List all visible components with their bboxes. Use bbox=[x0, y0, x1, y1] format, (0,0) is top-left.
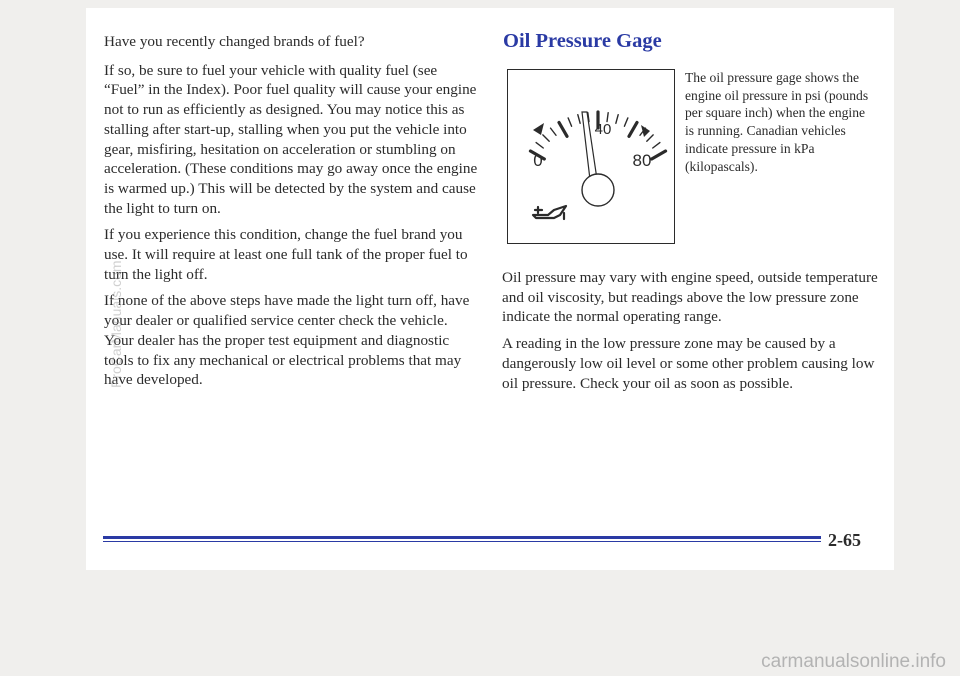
gauge-tick bbox=[647, 135, 653, 141]
oil-can-icon bbox=[533, 206, 566, 219]
paragraph: If so, be sure to fuel your vehicle with quality fuel (see “Fuel” in the Index). Poor fuel quality will cause your engine not to run as efficiently as designed. You may notice this as stalling after start-up, stalling when you put the vehicle into gear, misfiring, hesitation on acceleration or stumbling on acceleration. (These conditions may go away once the engine is warmed up.) This will be detected by the system and cause the light to turn on. bbox=[104, 61, 478, 217]
gauge-tick bbox=[568, 118, 571, 126]
footer-rule-thick bbox=[103, 536, 821, 539]
gauge-tick bbox=[653, 143, 660, 148]
watermark: ProCarManuals.com bbox=[108, 260, 124, 388]
gauge-drawing bbox=[508, 70, 673, 242]
page-number: 2-65 bbox=[828, 530, 861, 550]
gauge-tick bbox=[624, 118, 627, 126]
gauge-hub bbox=[582, 174, 614, 206]
section-heading: Oil Pressure Gage bbox=[503, 30, 662, 52]
paragraph: Oil pressure may vary with engine speed, outside temperature and oil viscosity, but readings above the low pressure zone indicate the normal operating range. bbox=[502, 269, 878, 326]
gauge-tick bbox=[652, 151, 666, 159]
paragraph: If you experience this condition, change the fuel brand you use. It will require at least one full tank of the proper fuel to turn the light off. bbox=[104, 226, 468, 283]
gauge-label-mid: 40 bbox=[594, 121, 612, 138]
gauge-tick bbox=[536, 143, 543, 148]
gauge-description: The oil pressure gage shows the engine oil pressure in psi (pounds per square inch) when the engine is running. Canadian vehicles indicate pressure in kPa (kilopascals). bbox=[685, 70, 869, 174]
gauge-tick bbox=[551, 128, 556, 135]
gauge-tick bbox=[629, 122, 637, 136]
paragraph: A reading in the low pressure zone may be caused by a dangerously low oil level or some other problem causing low oil pressure. Check your oil as soon as possible. bbox=[502, 335, 875, 392]
gauge-label-max: 80 bbox=[632, 151, 652, 170]
gauge-tick bbox=[543, 135, 549, 141]
gauge-label-min: 0 bbox=[533, 151, 543, 170]
oil-pressure-gauge-illustration bbox=[507, 69, 675, 244]
gauge-tick bbox=[578, 115, 580, 124]
paragraph: If none of the above steps have made the light turn off, have your dealer or qualified service center check the vehicle. Your dealer has the proper test equipment and diagnostic tools to fix any mechanical or electrical problems that may have developed. bbox=[104, 292, 470, 389]
gauge-end-marker-right bbox=[641, 125, 650, 137]
footer-rule-thin bbox=[103, 541, 821, 542]
gauge-tick bbox=[616, 115, 618, 124]
gauge-end-marker-left bbox=[533, 123, 544, 135]
paragraph: Have you recently changed brands of fuel? bbox=[104, 33, 365, 50]
site-footer-text: carmanualsonline.info bbox=[761, 651, 946, 672]
gauge-tick bbox=[559, 122, 567, 136]
oil-text-column bbox=[502, 268, 878, 400]
fuel-text-column bbox=[104, 32, 480, 397]
